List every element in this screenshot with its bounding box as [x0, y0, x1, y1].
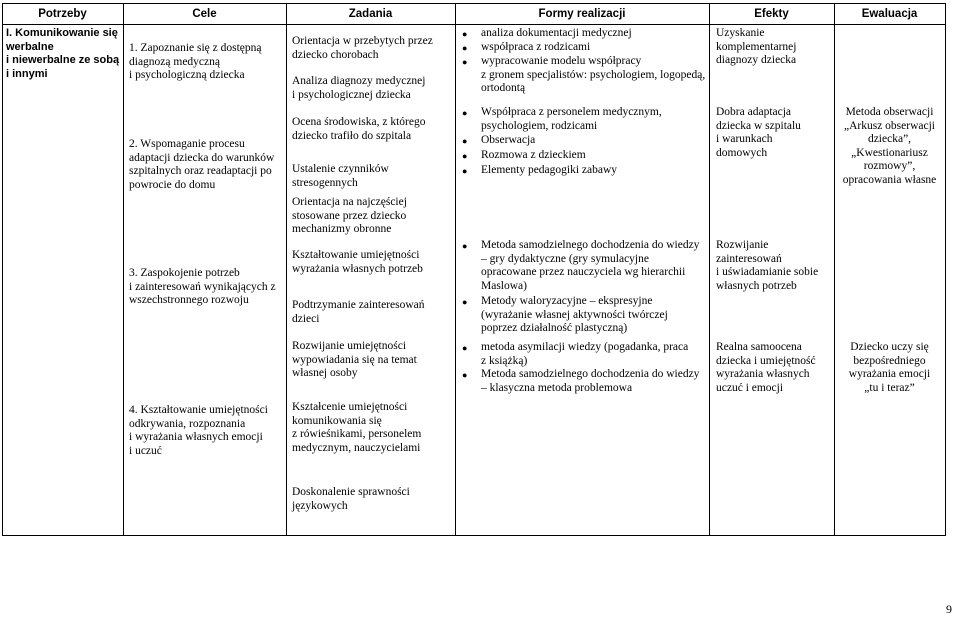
header-cele: Cele [192, 8, 217, 20]
cel-2: 2. Wspomaganie procesu adaptacji dziecka do warunków szpitalnych oraz readaptacji po powrocie do domu [129, 138, 275, 191]
forma-2-4: Elementy pedagogiki zabawy [481, 164, 618, 176]
cel-3: 3. Zaspokojenie potrzeb i zainteresowań wynikających z wszechstronnego rozwoju [129, 267, 276, 307]
table-bottom-border [2, 535, 946, 536]
zadanie-7: Podtrzymanie zainteresowań dzieci [292, 299, 425, 325]
bullet-icon: ● [462, 151, 468, 161]
ewaluacja-1: Metoda obserwacji „Arkusz obserwacji dziecka”, „Kwestionariusz rozmowy”, opracowania własne [842, 106, 937, 186]
cel-1: 1. Zapoznanie się z dostępną diagnozą medyczną i psychologiczną dziecka [129, 42, 262, 82]
bullet-icon: ● [462, 57, 468, 67]
efekt-4: Realna samoocena dziecka i umiejętność wyrażania własnych uczuć i emocji [716, 341, 816, 394]
col-divider-4 [709, 3, 710, 535]
efekt-3: Rozwijanie zainteresowań i uświadamianie sobie własnych potrzeb [716, 239, 819, 292]
forma-2-2: Obserwacja [481, 134, 536, 146]
bullet-icon: ● [462, 343, 468, 353]
col-divider-2 [286, 3, 287, 535]
cel-4: 4. Kształtowanie umiejętności odkrywania, rozpoznania i wyrażania własnych emocji i uczuć [129, 404, 268, 457]
bullet-icon: ● [462, 29, 468, 39]
header-zadania: Zadania [348, 8, 393, 20]
page-number: 9 [946, 602, 952, 616]
bullet-icon: ● [462, 297, 468, 307]
forma-3-1: Metoda samodzielnego dochodzenia do wiedzy – gry dydaktyczne (gry symulacyjne opracowane przez nauczyciela wg hierarchii Maslowa) [481, 239, 700, 292]
ewaluacja-2: Dziecko uczy się bezpośredniego wyrażania emocji „tu i teraz” [848, 341, 931, 394]
table-right-border [945, 3, 946, 535]
zadanie-10: Doskonalenie sprawności językowych [292, 486, 410, 512]
col-divider-1 [123, 3, 124, 535]
header-formy-realizacji: Formy realizacji [538, 8, 626, 20]
bullet-icon: ● [462, 43, 468, 53]
zadanie-1: Orientacja w przebytych przez dziecko chorobach [292, 35, 433, 61]
forma-3-2: Metody waloryzacyjne – ekspresyjne (wyrażanie własnej aktywności twórczej poprzez działalność plastyczną) [481, 295, 668, 335]
potrzeby-text: I. Komunikowanie się werbalne i niewerbalne ze sobą i innymi [6, 27, 120, 80]
bullet-icon: ● [462, 136, 468, 146]
header-ewaluacja: Ewaluacja [861, 8, 918, 20]
zadanie-9: Kształcenie umiejętności komunikowania się z rówieśnikami, personelem medycznym, nauczycielami [292, 401, 422, 454]
col-divider-3 [455, 3, 456, 535]
forma-2-1: Współpraca z personelem medycznym, psychologiem, rodzicami [481, 106, 662, 132]
forma-4-1: metoda asymilacji wiedzy (pogadanka, praca z książką) [481, 341, 689, 367]
bullet-icon: ● [462, 166, 468, 176]
zadanie-6: Kształtowanie umiejętności wyrażania własnych potrzeb [292, 249, 423, 275]
header-efekty: Efekty [754, 8, 789, 20]
bullet-icon: ● [462, 241, 468, 251]
col-divider-5 [834, 3, 835, 535]
zadanie-5: Orientacja na najczęściej stosowane przez dziecko mechanizmy obronne [292, 196, 407, 236]
header-potrzeby: Potrzeby [38, 8, 87, 20]
zadanie-3: Ocena środowiska, z którego dziecko trafiło do szpitala [292, 116, 426, 142]
zadanie-2: Analiza diagnozy medycznej i psychologicznej dziecka [292, 75, 426, 101]
bullet-icon: ● [462, 370, 468, 380]
forma-1-3: wypracowanie modelu współpracy z gronem specjalistów: psychologiem, logopedą, ortodontą [481, 55, 706, 95]
zadanie-8: Rozwijanie umiejętności wypowiadania się na temat własnej osoby [292, 340, 417, 380]
table-left-border [2, 3, 3, 535]
bullet-icon: ● [462, 108, 468, 118]
efekt-1: Uzyskanie komplementarnej diagnozy dziecka [716, 27, 797, 67]
forma-1-1: analiza dokumentacji medycznej [481, 27, 632, 39]
header-bottom-border [2, 24, 946, 25]
efekt-2: Dobra adaptacja dziecka w szpitalu i warunkach domowych [716, 106, 801, 159]
forma-1-2: współpraca z rodzicami [481, 41, 591, 53]
forma-2-3: Rozmowa z dzieckiem [481, 149, 586, 161]
zadanie-4: Ustalenie czynników stresogennych [292, 163, 389, 189]
forma-4-2: Metoda samodzielnego dochodzenia do wiedzy – klasyczna metoda problemowa [481, 368, 700, 394]
